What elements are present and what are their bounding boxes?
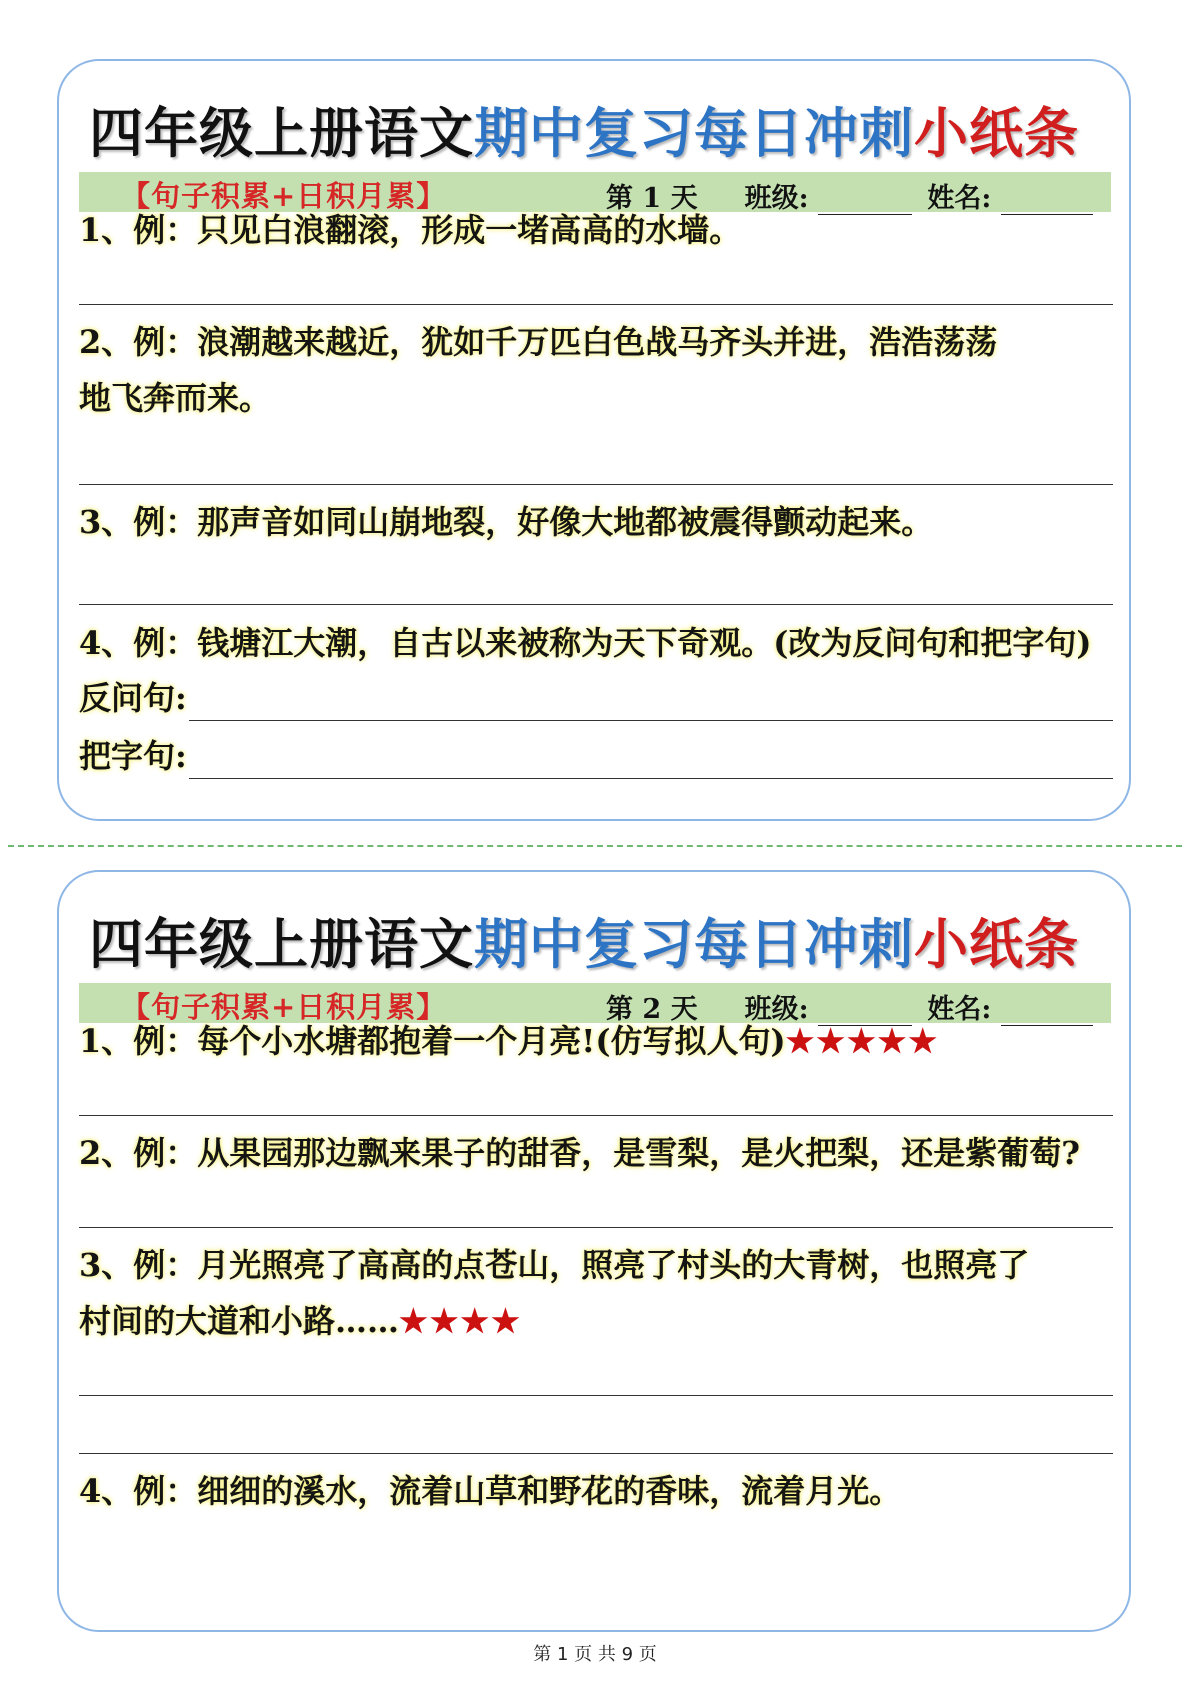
question-2: 2、例：从果园那边飘来果子的甜香，是雪梨，是火把梨，还是紫葡萄? (79, 1134, 1081, 1172)
category-tag: 【句子积累+日积月累】 (121, 179, 447, 213)
answer-line[interactable] (79, 604, 1113, 605)
difficulty-stars: ★★★★ (399, 1302, 522, 1340)
card-title (89, 902, 1079, 979)
question-3-text: 村间的大道和小路…… (79, 1302, 400, 1340)
name-label: 姓名: (927, 994, 992, 1025)
answer-line[interactable] (79, 1115, 1113, 1116)
question-2-line-1: 2、例：浪潮越来越近，犹如千万匹白色战马齐头并进，浩浩荡荡 (79, 323, 998, 361)
class-label: 班级: (744, 183, 809, 214)
answer-line[interactable] (79, 1453, 1113, 1454)
title-review: 期中复习每日冲刺 (474, 912, 914, 976)
question-3-line-1: 3、例：月光照亮了高高的点苍山，照亮了村头的大青树，也照亮了 (79, 1246, 1030, 1284)
question-2-line-2: 地飞奔而来。 (79, 379, 272, 417)
ba-sentence-label: 把字句: (79, 737, 187, 775)
title-note: 小纸条 (914, 101, 1079, 165)
class-label: 班级: (744, 994, 809, 1025)
day-2-card (57, 870, 1131, 1632)
question-1-text: 1、例：每个小水塘都抱着一个月亮!(仿写拟人句) (79, 1022, 786, 1060)
question-3-line-2 (79, 1292, 1119, 1350)
ba-sentence-row (79, 727, 1113, 785)
answer-line[interactable] (79, 1227, 1113, 1228)
difficulty-stars: ★★★★★ (785, 1022, 940, 1060)
title-review: 期中复习每日冲刺 (474, 101, 914, 165)
rhetorical-question-answer-line[interactable] (189, 720, 1113, 721)
name-label: 姓名: (927, 183, 992, 214)
question-4: 4、例：细细的溪水，流着山草和野花的香味，流着月光。 (79, 1472, 902, 1510)
cut-line (8, 845, 1182, 847)
question-4: 4、例：钱塘江大潮，自古以来被称为天下奇观。(改为反问句和把字句) (79, 624, 1092, 662)
day-1-card (57, 59, 1131, 821)
title-grade: 四年级上册语文 (89, 912, 474, 976)
rhetorical-question-row (79, 669, 1113, 727)
question-1 (79, 1012, 1119, 1070)
day-label: 第 1 天 (606, 183, 698, 214)
question-3: 3、例：那声音如同山崩地裂，好像大地都被震得颤动起来。 (79, 503, 934, 541)
rhetorical-question-label: 反问句: (79, 679, 187, 717)
page-number: 第 1 页 共 9 页 (533, 1644, 657, 1665)
answer-line[interactable] (79, 304, 1113, 305)
day-label: 第 2 天 (606, 994, 698, 1025)
title-grade: 四年级上册语文 (89, 101, 474, 165)
category-tag: 【句子积累+日积月累】 (121, 990, 447, 1024)
answer-line[interactable] (79, 1395, 1113, 1396)
answer-line[interactable] (79, 484, 1113, 485)
title-note: 小纸条 (914, 912, 1079, 976)
card-title (89, 91, 1079, 168)
question-1: 1、例：只见白浪翻滚，形成一堵高高的水墙。 (79, 211, 742, 249)
ba-sentence-answer-line[interactable] (189, 778, 1113, 779)
